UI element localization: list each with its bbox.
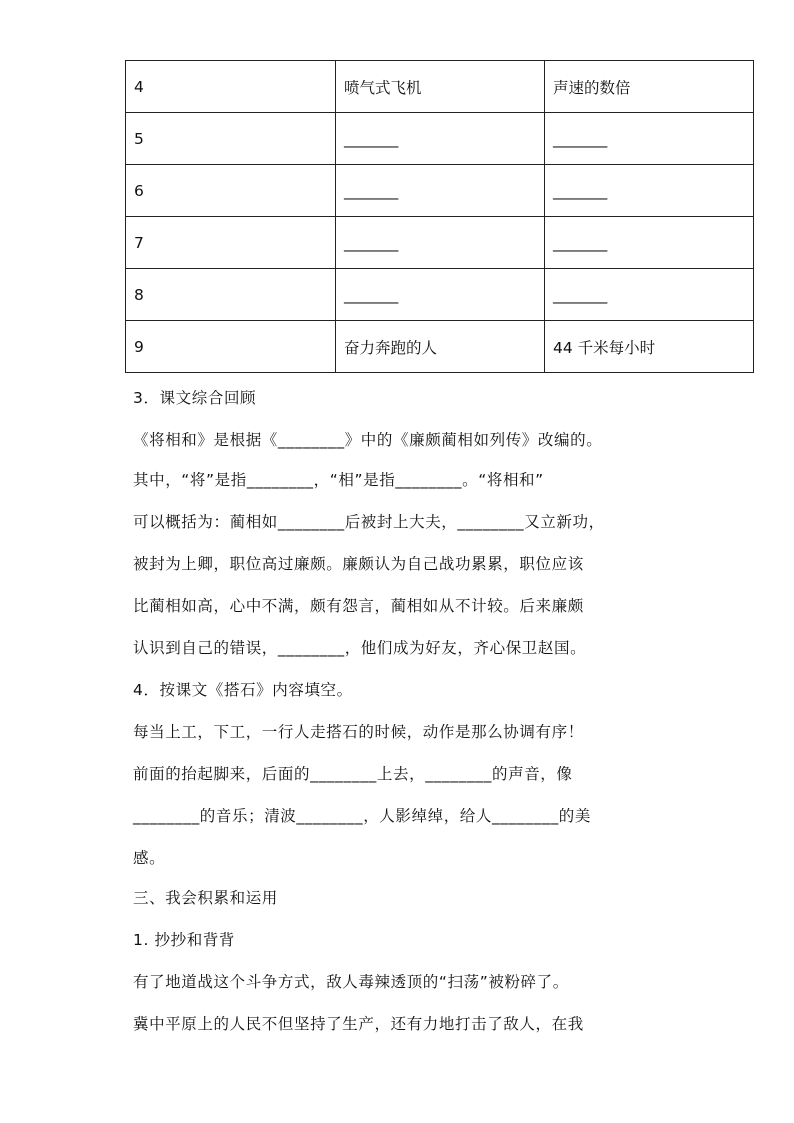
table-cell: _______	[336, 113, 545, 165]
table-row	[126, 113, 754, 165]
paragraph-line: 冀中平原上的人民不但坚持了生产，还有力地打击了敌人，在我	[133, 1015, 584, 1033]
table-cell: _______	[545, 165, 754, 217]
paragraph-line: 被封为上卿，职位高过廉颇。廉颇认为自己战功累累，职位应该	[133, 555, 584, 573]
table-cell: 8	[126, 269, 336, 321]
table-cell: 声速的数倍	[545, 61, 754, 113]
section-heading-review: 3．课文综合回顾	[133, 389, 257, 407]
section-heading-accumulate: 三、我会积累和运用	[133, 889, 278, 907]
table-cell: 6	[126, 165, 336, 217]
paragraph-line: 可以概括为：蔺相如________后被封上大夫，________又立新功，	[133, 513, 605, 531]
table-row	[126, 321, 754, 373]
subsection-heading: 1. 抄抄和背背	[133, 931, 236, 949]
paragraph-line: 《将相和》是根据《________》中的《廉颇蔺相如列传》改编的。	[133, 431, 603, 449]
table-cell: 5	[126, 113, 336, 165]
vehicle-speed-table	[125, 60, 754, 373]
table-row	[126, 165, 754, 217]
table-cell: 4	[126, 61, 336, 113]
paragraph-line: 有了地道战这个斗争方式，敌人毒辣透顶的“扫荡”被粉碎了。	[133, 973, 569, 991]
paragraph-line: 前面的抬起脚来，后面的________上去，________的声音，像	[133, 765, 573, 783]
table-cell: 喷气式飞机	[336, 61, 545, 113]
table-cell: _______	[336, 269, 545, 321]
table-row	[126, 61, 754, 113]
table-cell: 9	[126, 321, 336, 373]
table-cell: _______	[545, 269, 754, 321]
table-cell: _______	[336, 165, 545, 217]
table-cell: _______	[336, 217, 545, 269]
paragraph-line: 认识到自己的错误，________，他们成为好友，齐心保卫赵国。	[133, 639, 587, 657]
paragraph-line: ________的音乐；清波________，人影绰绰，给人________的美	[133, 807, 592, 825]
table-row	[126, 269, 754, 321]
section-heading-dashi: 4．按课文《搭石》内容填空。	[133, 681, 353, 699]
paragraph-line: 感。	[133, 849, 166, 867]
table-cell: 奋力奔跑的人	[336, 321, 545, 373]
table-cell: _______	[545, 113, 754, 165]
table-cell: 44 千米每小时	[545, 321, 754, 373]
table-cell: _______	[545, 217, 754, 269]
paragraph-line: 其中，“将”是指________，“相”是指________。“将相和”	[133, 471, 544, 489]
table-row	[126, 217, 754, 269]
paragraph-line: 每当上工，下工，一行人走搭石的时候，动作是那么协调有序！	[133, 723, 584, 741]
table-cell: 7	[126, 217, 336, 269]
paragraph-line: 比蔺相如高，心中不满，颇有怨言，蔺相如从不计较。后来廉颇	[133, 597, 584, 615]
